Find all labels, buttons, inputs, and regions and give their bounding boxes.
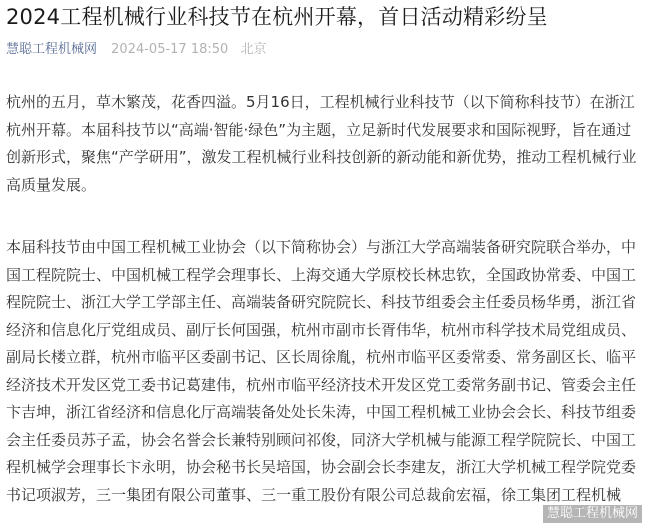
paragraph-line: 高质量发展。 bbox=[6, 175, 97, 194]
paragraph-line: 会主任委员苏子孟，协会名誉会长兼特别顾问祁俊，同济大学机械与能源工程学院院长、中国工 bbox=[6, 430, 637, 449]
paragraph-line: 本届科技节由中国工程机械工业协会（以下简称协会）与浙江大学高端装备研究院联合举办，中 bbox=[6, 238, 637, 256]
article-meta bbox=[6, 40, 266, 60]
article-title: 2024工程机械行业科技节在杭州开幕，首日活动精彩纷呈 bbox=[6, 5, 548, 29]
paragraph-line: 程机械学会理事长卞永明，协会秘书长吴培国，协会副会长李建友，浙江大学机械工程学院党委 bbox=[6, 458, 637, 476]
paragraph-intro bbox=[6, 89, 644, 199]
watermark: 慧聪工程机械网 bbox=[543, 505, 642, 523]
publish-datetime: 2024-05-17 18:50 bbox=[111, 42, 229, 57]
paragraph-line: 杭州的五月，草木繁茂，花香四溢。5月16日，工程机械行业科技节（以下简称科技节）在浙江 bbox=[6, 93, 635, 111]
paragraph-line: 杭州开幕。本届科技节以“高端·智能·绿色”为主题，立足新时代发展要求和国际视野，旨在通过 bbox=[6, 120, 632, 139]
paragraph-line: 副局长楼立群，杭州市临平区委副书记、区长周徐胤，杭州市临平区委常委、常务副区长、临平 bbox=[6, 348, 637, 366]
paragraph-line: 书记项淑芳，三一集团有限公司董事、三一重工股份有限公司总裁俞宏福，徐工集团工程机械 bbox=[6, 485, 622, 504]
paragraph-line: 国工程院院士、中国机械工程学会理事长、上海交通大学原校长林忠钦，全国政协常委、中国工 bbox=[6, 265, 637, 284]
publish-location: 北京 bbox=[240, 42, 267, 57]
source-link[interactable]: 慧聪工程机械网 bbox=[6, 42, 98, 57]
paragraph-line: 经济技术开发区党工委书记葛建伟，杭州市临平经济技术开发区党工委常务副书记、管委会主任 bbox=[6, 375, 637, 394]
paragraph-line: 创新形式，聚焦“产学研用”，激发工程机械行业科技创新的新动能和新优势，推动工程机械行业 bbox=[6, 148, 637, 166]
paragraph-line: 卞吉坤，浙江省经济和信息化厅高端装备处处长朱涛，中国工程机械工业协会会长、科技节组委 bbox=[6, 403, 637, 421]
paragraph-attendees bbox=[6, 234, 644, 509]
paragraph-line: 经济和信息化厅党组成员、副厅长何国强，杭州市副市长胥伟华，杭州市科学技术局党组成员、 bbox=[6, 320, 637, 339]
paragraph-line: 程院院士、浙江大学工学部主任、高端装备研究院院长、科技节组委会主任委员杨华勇，浙江省 bbox=[6, 293, 637, 311]
